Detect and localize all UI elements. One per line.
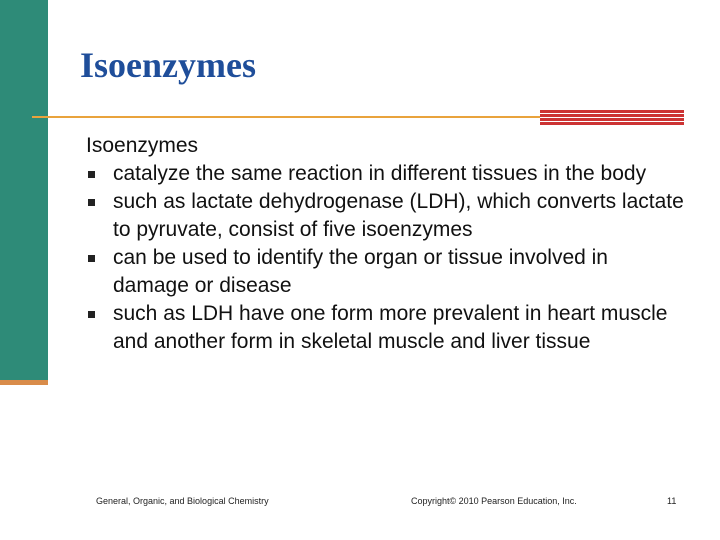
title-accent-block xyxy=(540,110,684,126)
footer-book-title: General, Organic, and Biological Chemistry xyxy=(96,496,269,506)
decorative-sidebar-tick xyxy=(0,380,48,385)
footer-copyright: Copyright© 2010 Pearson Education, Inc. xyxy=(411,496,577,506)
slide-body xyxy=(86,132,686,356)
footer-page-number: 11 xyxy=(667,496,677,506)
bullet-item-1: catalyze the same reaction in different tissues in the body xyxy=(86,160,686,188)
bullet-item-3: can be used to identify the organ or tissue involved in damage or disease xyxy=(86,244,686,300)
decorative-sidebar xyxy=(0,0,48,385)
bullet-item-2: such as lactate dehydrogenase (LDH), which converts lactate to pyruvate, consist of five isoenzymes xyxy=(86,188,686,244)
title-underline xyxy=(32,116,540,118)
bullet-item-4: such as LDH have one form more prevalent in heart muscle and another form in skeletal muscle and liver tissue xyxy=(86,300,686,356)
bullet-list xyxy=(86,160,686,356)
slide-title: Isoenzymes xyxy=(80,45,256,85)
body-heading: Isoenzymes xyxy=(86,134,199,157)
